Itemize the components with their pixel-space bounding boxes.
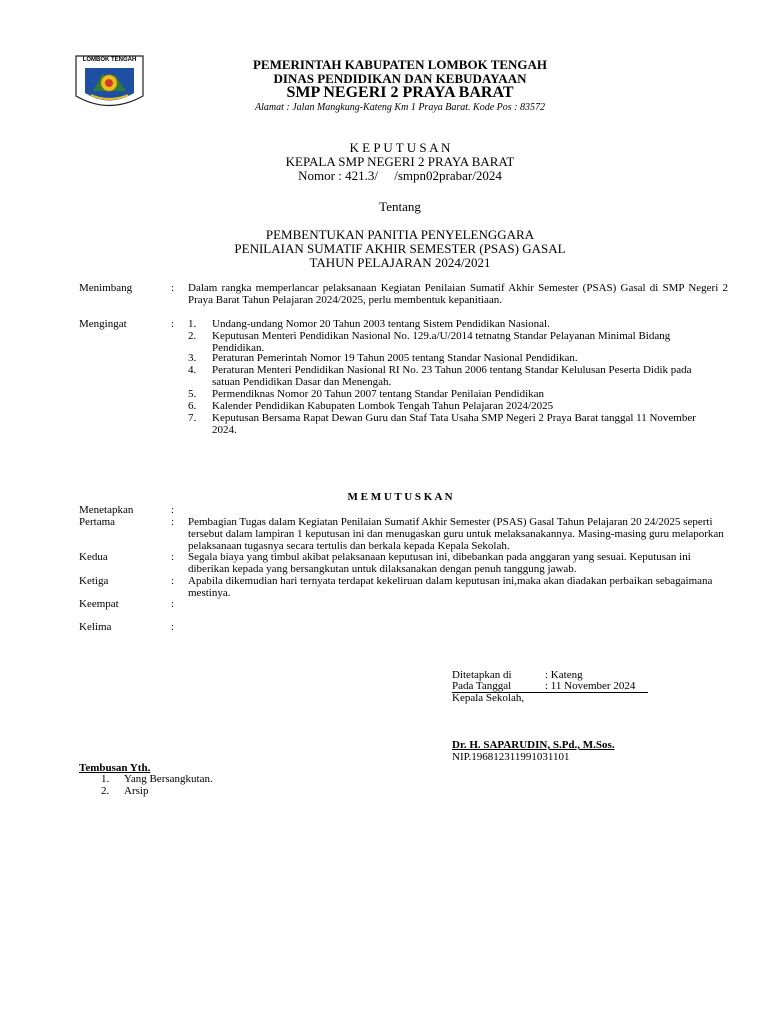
- mengingat-item-text: Peraturan Menteri Pendidikan Nasional RI No. 23 Tahun 2006 tentang Standar Kelulusan Peserta Didik pada satuan Pendidikan Dasar dan Menengah.: [212, 364, 692, 388]
- tembusan-item-num: 2.: [101, 785, 110, 797]
- signer-name: Dr. H. SAPARUDIN, S.Pd., M.Sos.: [452, 739, 615, 751]
- mengingat-item-text: Undang-undang Nomor 20 Tahun 2003 tentang Sistem Pendidikan Nasional.: [212, 318, 550, 330]
- tanggal-label: Pada Tanggal: [452, 680, 512, 692]
- mengingat-item-num: 6.: [188, 400, 197, 412]
- ditetapkan-value: : Kateng: [545, 669, 583, 681]
- keempat-colon: :: [171, 598, 175, 610]
- tanggal-value: : 11 November 2024: [545, 680, 636, 692]
- header-address: Alamat : Jalan Mangkung-Kateng Km 1 Praya Barat. Kode Pos : 83572: [255, 102, 545, 113]
- ketiga-text: Apabila dikemudian hari ternyata terdapat kekeliruan dalam keputusan ini,maka akan diadakan perbaikan sebagaimana mestinya.: [188, 575, 713, 599]
- title-keputusan: K E P U T U S A N: [349, 140, 451, 155]
- header-government: PEMERINTAH KABUPATEN LOMBOK TENGAH: [252, 57, 548, 72]
- menimbang-text: Dalam rangka memperlancar pelaksanaan Kegiatan Penilaian Sumatif Akhir Semester (PSAS) Gasal di SMP Negeri 2 Praya Barat Tahun Pelajaran 2024/2025, perlu membentuk kepanitiaan.: [188, 282, 728, 306]
- mengingat-item-num: 4.: [188, 364, 197, 376]
- tembusan-item-text: Arsip: [124, 785, 149, 797]
- ketiga-label: Ketiga: [79, 575, 109, 587]
- mengingat-item-text: Permendiknas Nomor 20 Tahun 2007 tentang Standar Penilaian Pendidikan: [212, 388, 545, 400]
- kelima-colon: :: [171, 621, 175, 633]
- mengingat-colon: :: [171, 318, 175, 330]
- title-nomor: Nomor : 421.3/ /smpn02prabar/2024: [298, 168, 502, 183]
- kedua-text: Segala biaya yang timbul akibat pelaksanaan keputusan ini, dibebankan pada anggaran yang sesuai. Keputusan ini diberikan kepada yang bersangkutan untuk dilaksanakan dengan penuh tanggung jawab.: [188, 551, 691, 575]
- mengingat-item-num: 3.: [188, 352, 197, 364]
- kelima-label: Kelima: [79, 621, 112, 633]
- pertama-text: Pembagian Tugas dalam Kegiatan Penilaian Sumatif Akhir Semester (PSAS) Gasal Tahun Pelajaran 20 24/2025 seperti tersebut dalam lampiran 1 keputusan ini dan menugaskan guru untuk melaksanakannya. Masing-masing guru melaporkan pelaksanaan tugasnya secara tertulis dan berkala kepada Kepala Sekolah.: [188, 516, 724, 552]
- mengingat-item-text: Kalender Pendidikan Kabupaten Lombok Tengah Tahun Pelajaran 2024/2025: [212, 400, 554, 412]
- ketiga-colon: :: [171, 575, 175, 587]
- signer-position: Kepala Sekolah,: [452, 692, 525, 704]
- memutuskan-heading: M E M U T U S K A N: [347, 491, 453, 503]
- pertama-colon: :: [171, 516, 175, 528]
- mengingat-item-num: 2.: [188, 330, 197, 342]
- tembusan-item-text: Yang Bersangkutan.: [124, 773, 213, 785]
- menetapkan-label: Menetapkan: [79, 504, 134, 516]
- mengingat-item-num: 7.: [188, 412, 197, 424]
- tembusan-heading: Tembusan Yth.: [79, 762, 151, 774]
- title-subject-3: TAHUN PELAJARAN 2024/2021: [309, 255, 491, 270]
- mengingat-label: Mengingat: [79, 318, 127, 330]
- header-school-name: SMP NEGERI 2 PRAYA BARAT: [286, 84, 514, 101]
- header-department: DINAS PENDIDIKAN DAN KEBUDAYAAN: [273, 71, 527, 86]
- kedua-colon: :: [171, 551, 175, 563]
- mengingat-item-num: 1.: [188, 318, 197, 330]
- title-subject-1: PEMBENTUKAN PANITIA PENYELENGGARA: [265, 227, 535, 242]
- kedua-label: Kedua: [79, 551, 108, 563]
- title-kepala: KEPALA SMP NEGERI 2 PRAYA BARAT: [285, 154, 515, 169]
- menimbang-colon: :: [171, 282, 175, 294]
- tembusan-item-num: 1.: [101, 773, 110, 785]
- title-subject-2: PENILAIAN SUMATIF AKHIR SEMESTER (PSAS) GASAL: [234, 241, 566, 256]
- pertama-label: Pertama: [79, 516, 116, 528]
- logo-text: LOMBOK TENGAH: [82, 57, 137, 63]
- menimbang-label: Menimbang: [79, 282, 133, 294]
- keempat-label: Keempat: [79, 598, 119, 610]
- mengingat-item-text: Keputusan Bersama Rapat Dewan Guru dan Staf Tata Usaha SMP Negeri 2 Praya Barat tanggal 11 November 2024.: [212, 412, 696, 436]
- title-tentang: Tentang: [379, 199, 421, 214]
- mengingat-item-num: 5.: [188, 388, 197, 400]
- signer-nip: NIP.196812311991031101: [452, 751, 570, 763]
- ditetapkan-label: Ditetapkan di: [452, 669, 512, 681]
- menetapkan-colon: :: [171, 504, 175, 516]
- mengingat-item-text: Keputusan Menteri Pendidikan Nasional No. 129.a/U/2014 tetnatng Standar Pelayanan Minimal Bidang Pendidikan.: [212, 330, 671, 354]
- mengingat-item-text: Peraturan Pemerintah Nomor 19 Tahun 2005 tentang Standar Nasional Pendidikan.: [212, 352, 578, 364]
